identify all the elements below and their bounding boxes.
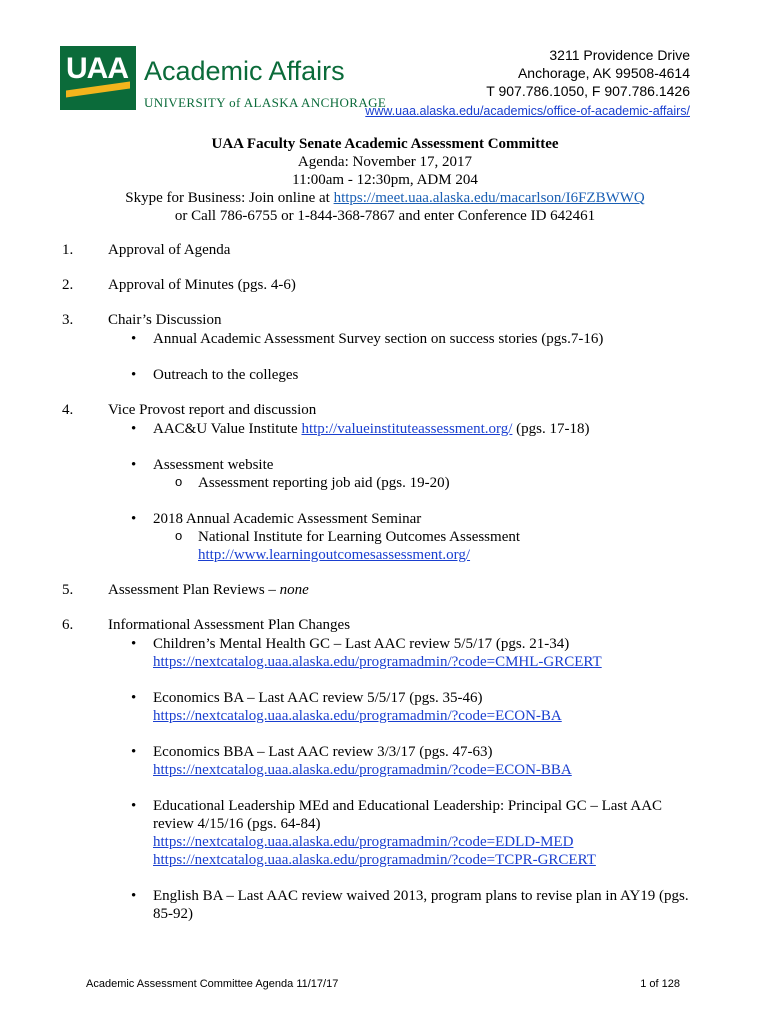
address-city: Anchorage, AK 99508-4614 <box>517 65 690 81</box>
skype-line <box>0 189 770 207</box>
bullet-suffix: (pgs. 17-18) <box>512 421 590 437</box>
item-text: Informational Assessment Plan Changes <box>108 617 351 633</box>
bullet-text: • Children’s Mental Health GC – Last AAC review 5/5/17 (pgs. 21-34) <box>153 636 570 652</box>
econ-ba-catalog-link[interactable]: https://nextcatalog.uaa.alaska.edu/programadmin/?code=ECON-BA <box>153 708 562 724</box>
cmhl-catalog-link[interactable]: https://nextcatalog.uaa.alaska.edu/programadmin/?code=CMHL-GRCERT <box>153 654 602 670</box>
agenda-item-2 <box>62 276 702 294</box>
office-website-link[interactable]: www.uaa.alaska.edu/academics/office-of-academic-affairs/ <box>365 104 690 118</box>
item-text-emphasis: none <box>279 582 309 598</box>
item-number: 2. <box>62 277 74 293</box>
bullet-english-ba: • English BA – Last AAC review waived 2013, program plans to revise plan in AY19 (pgs. 85-92) <box>108 887 702 923</box>
bullet-text: • Economics BA – Last AAC review 5/5/17 (pgs. 35-46) <box>153 690 483 706</box>
footer-page-number: 1 of 128 <box>640 978 680 990</box>
agenda-date: Agenda: November 17, 2017 <box>297 154 473 170</box>
bullet-econ-bba <box>108 743 702 779</box>
econ-bba-catalog-link[interactable]: https://nextcatalog.uaa.alaska.edu/programadmin/?code=ECON-BBA <box>153 762 572 778</box>
bullet-text: • 2018 Annual Academic Assessment Seminar <box>153 511 422 527</box>
tcpr-grcert-catalog-link[interactable]: https://nextcatalog.uaa.alaska.edu/programadmin/?code=TCPR-GRCERT <box>153 852 596 868</box>
item-text-main: Assessment Plan Reviews – <box>108 582 280 598</box>
agenda-heading <box>0 135 770 225</box>
bullet-edld <box>108 797 702 869</box>
item-number: 1. <box>62 242 74 258</box>
edld-med-catalog-link[interactable]: https://nextcatalog.uaa.alaska.edu/programadmin/?code=EDLD-MED <box>153 834 574 850</box>
uaa-academic-affairs-logo <box>60 46 387 116</box>
agenda-list <box>62 241 702 940</box>
bullet-survey: • Annual Academic Assessment Survey section on success stories (pgs.7-16) <box>108 330 702 348</box>
bullet-outreach: • Outreach to the colleges <box>108 366 702 384</box>
item-number: 3. <box>62 312 74 328</box>
learning-outcomes-link[interactable]: http://www.learningoutcomesassessment.org/ <box>198 547 471 563</box>
bullet-text: • Assessment website <box>153 457 274 473</box>
item-number: 4. <box>62 402 74 418</box>
agenda-item-6 <box>62 616 702 923</box>
item-text: Chair’s Discussion <box>108 312 222 328</box>
footer-document-title: Academic Assessment Committee Agenda 11/17/17 <box>86 978 339 990</box>
item-text <box>108 581 702 599</box>
bullet-text: • Economics BBA – Last AAC review 3/3/17 (pgs. 47-63) <box>153 744 493 760</box>
item-text: Approval of Minutes (pgs. 4-6) <box>108 277 296 293</box>
sub-bullet-text: o National Institute for Learning Outcomes Assessment <box>198 529 521 545</box>
agenda-item-4 <box>62 401 702 564</box>
logo-mark-text: UAA <box>66 52 128 85</box>
bullet-cmhl <box>108 635 702 671</box>
committee-title: UAA Faculty Senate Academic Assessment Committee <box>211 136 559 152</box>
item-number: 6. <box>62 617 74 633</box>
skype-prefix: Skype for Business: Join online at <box>125 190 334 206</box>
item-text: Approval of Agenda <box>108 242 231 258</box>
address-block <box>365 46 690 120</box>
address-phone: T 907.786.1050, F 907.786.1426 <box>486 83 690 99</box>
bullet-text: • Educational Leadership MEd and Educational Leadership: Principal GC – Last AAC review 4/15/16 (pgs. 64-84) <box>153 798 663 832</box>
logo-subtitle: UNIVERSITY of ALASKA ANCHORAGE <box>144 95 387 110</box>
bullet-prefix: AAC&U Value Institute <box>153 421 302 437</box>
value-institute-link[interactable]: http://valueinstituteassessment.org/ <box>301 421 513 437</box>
bullet-annual-seminar <box>108 510 702 564</box>
bullet-assessment-website <box>108 456 702 492</box>
item-text: Vice Provost report and discussion <box>108 402 317 418</box>
agenda-item-5 <box>62 581 702 599</box>
conference-call-line: or Call 786-6755 or 1-844-368-7867 and enter Conference ID 642461 <box>174 208 596 224</box>
sub-bullet-job-aid: o Assessment reporting job aid (pgs. 19-20) <box>153 474 702 492</box>
agenda-item-3 <box>62 311 702 384</box>
skype-meeting-link[interactable]: https://meet.uaa.alaska.edu/macarlson/I6FZBWWQ <box>333 190 645 206</box>
agenda-time-location: 11:00am - 12:30pm, ADM 204 <box>292 172 478 188</box>
agenda-item-1 <box>62 241 702 259</box>
sub-bullet-nilo <box>153 528 702 564</box>
address-street: 3211 Providence Drive <box>549 47 690 63</box>
item-number: 5. <box>62 582 74 598</box>
bullet-econ-ba <box>108 689 702 725</box>
bullet-value-institute <box>108 420 702 438</box>
logo-mark-square <box>60 46 136 110</box>
logo-title: Academic Affairs <box>144 56 345 86</box>
